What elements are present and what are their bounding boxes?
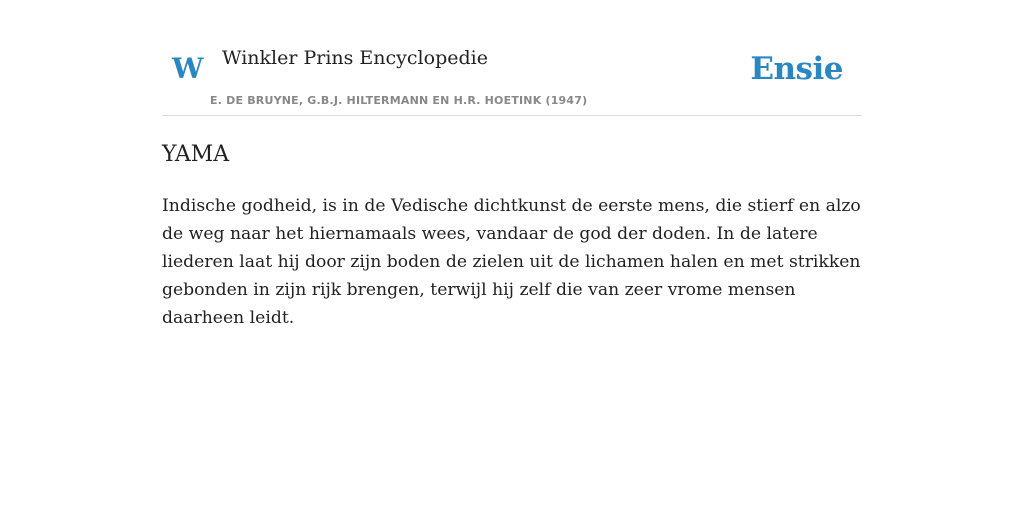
encyclopedia-authors: E. DE BRUYNE, G.B.J. HILTERMANN EN H.R. HOETINK (1947) bbox=[210, 94, 588, 107]
encyclopedia-title: Winkler Prins Encyclopedie bbox=[222, 47, 488, 69]
entry-title: YAMA bbox=[162, 142, 230, 167]
entry-body: Indische godheid, is in de Vedische dichtkunst de eerste mens, die stierf en alzo de weg naar het hiernamaals wees, vandaar de god der doden. In de latere liederen laat hij door zijn boden de zielen uit de lichamen halen en met strikken gebonden in zijn rijk brengen, terwijl hij zelf die van zeer vrome mensen daarheen leidt. bbox=[162, 196, 861, 328]
ensie-logo-link[interactable]: Ensie bbox=[750, 51, 843, 87]
winkler-prins-logo[interactable]: W bbox=[172, 52, 204, 85]
page bbox=[162, 0, 862, 328]
encyclopedia-header bbox=[162, 0, 862, 116]
